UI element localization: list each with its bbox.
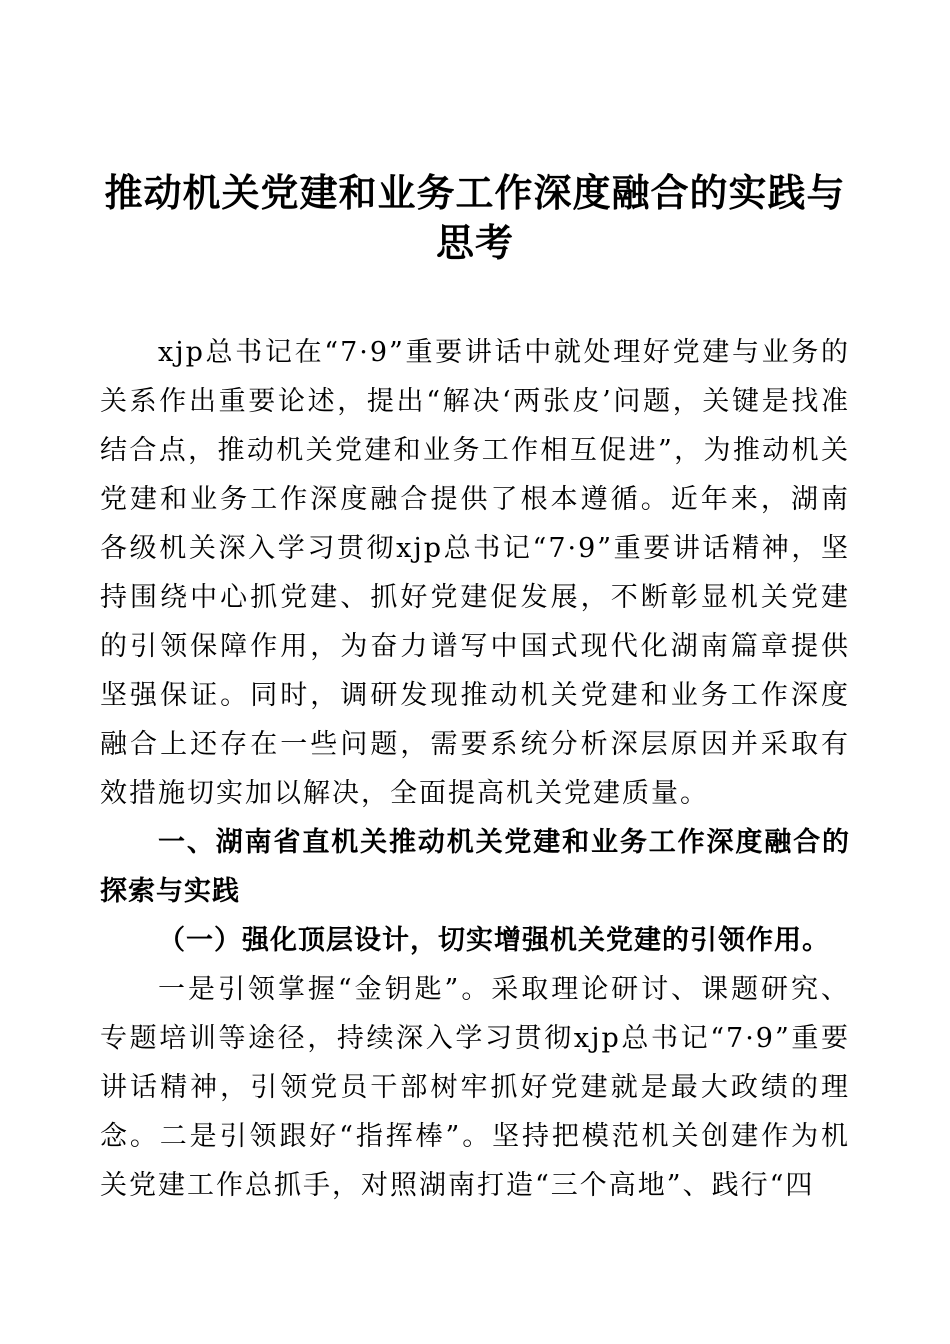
intro-paragraph: xjp总书记在“7·9”重要讲话中就处理好党建与业务的关系作出重要论述，提出“解决‘两张皮’问题，关键是找准结合点，推动机关党建和业务工作相互促进”，为推动机关党建和业务工作深度融合提供了根本遵循。近年来，湖南各级机关深入学习贯彻xjp总书记“7·9”重要讲话精神，坚持围绕中心抓党建、抓好党建促发展，不断彰显机关党建的引领保障作用，为奋力谱写中国式现代化湖南篇章提供坚强保证。同时，调研发现推动机关党建和业务工作深度融合上还存在一些问题，需要系统分析深层原因并采取有效措施切实加以解决，全面提高机关党建质量。: [100, 337, 850, 809]
document-body: [100, 328, 850, 1210]
document-title: 推动机关党建和业务工作深度融合的实践与思考: [104, 170, 846, 265]
subsection-1-paragraph: 一是引领掌握“金钥匙”。采取理论研讨、课题研究、专题培训等途径，持续深入学习贯彻xjp总书记“7·9”重要讲话精神，引领党员干部树牢抓好党建就是最大政绩的理念。二是引领跟好“指挥棒”。坚持把模范机关创建作为机关党建工作总抓手，对照湖南打造“三个高地”、践行“四: [100, 974, 850, 1201]
subsection-heading-1: （一）强化顶层设计，切实增强机关党建的引领作用。: [158, 925, 830, 956]
section-heading-1: 一、湖南省直机关推动机关党建和业务工作深度融合的探索与实践: [100, 827, 850, 907]
